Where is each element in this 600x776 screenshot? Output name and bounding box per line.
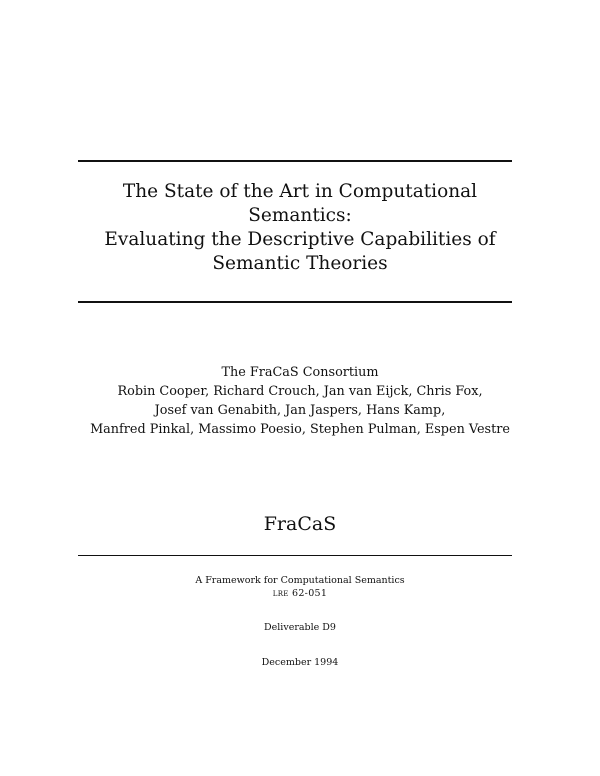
title-line-1: The State of the Art in Computational xyxy=(122,181,478,202)
author-line-1: Robin Cooper, Richard Crouch, Jan van Eijck, Chris Fox, xyxy=(117,384,483,399)
author-line-2: Josef van Genabith, Jan Jaspers, Hans Kamp, xyxy=(154,403,446,418)
bottom-title-rule xyxy=(78,301,512,303)
consortium-name: The FraCaS Consortium xyxy=(221,365,379,380)
title-line-4: Semantic Theories xyxy=(212,253,388,274)
publication-date: December 1994 xyxy=(261,657,339,668)
project-name: FraCaS xyxy=(263,513,337,535)
author-line-3: Manfred Pinkal, Massimo Poesio, Stephen Pulman, Espen Vestre xyxy=(90,422,510,437)
framework-subtitle: A Framework for Computational Semantics xyxy=(195,575,405,586)
document-title xyxy=(60,180,540,276)
project-rule xyxy=(78,555,512,556)
title-line-2: Semantics: xyxy=(248,205,352,226)
project-code: lre 62-051 xyxy=(272,588,328,599)
title-line-3: Evaluating the Descriptive Capabilities of xyxy=(104,229,496,250)
top-title-rule xyxy=(78,160,512,162)
deliverable-label: Deliverable D9 xyxy=(264,622,336,633)
authors-block xyxy=(40,363,560,439)
